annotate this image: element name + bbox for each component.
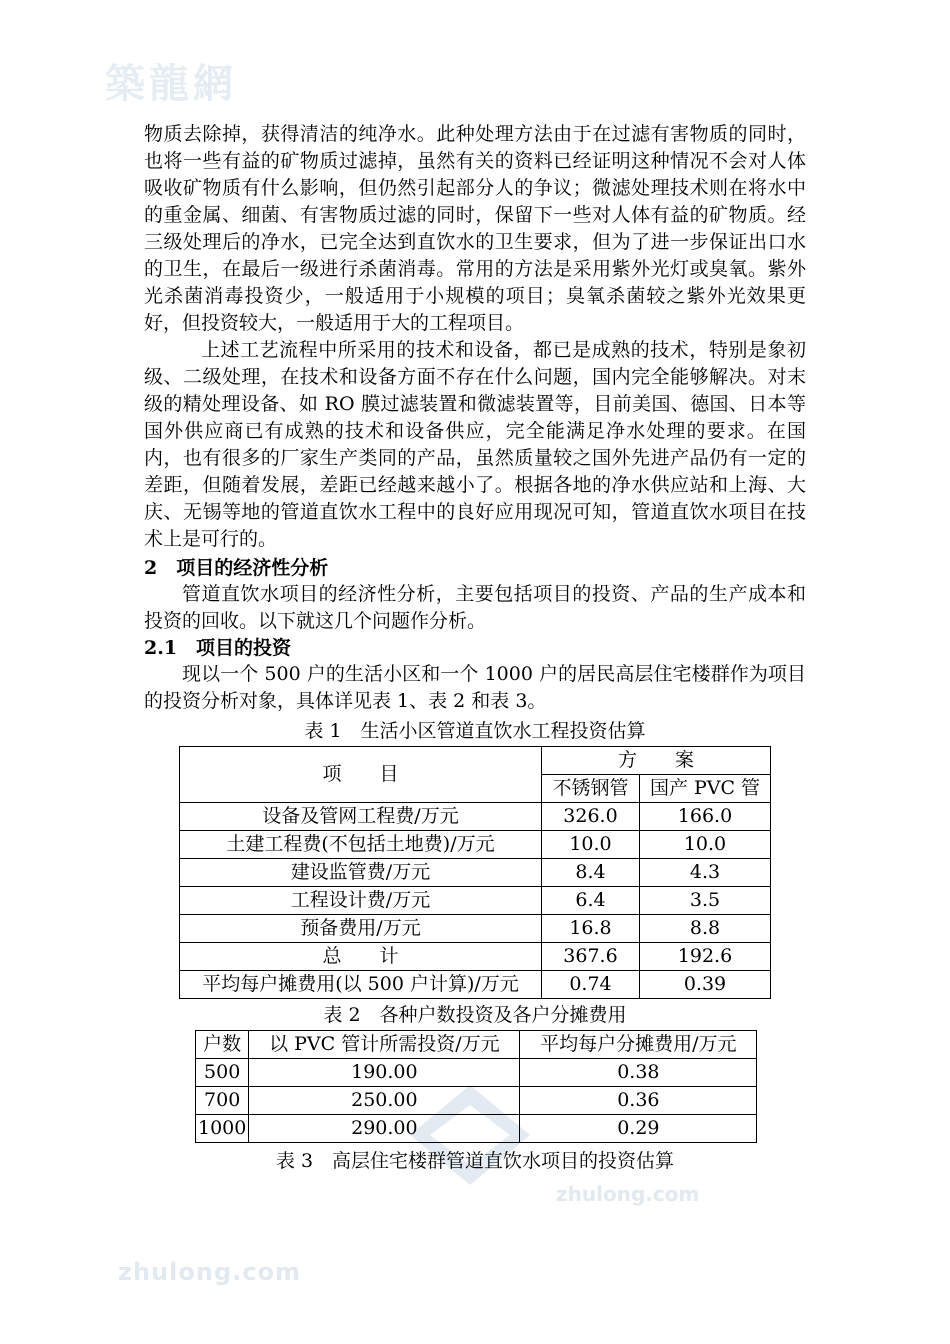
- table-1-header-scheme: 方 案: [542, 747, 771, 775]
- section-2-1-heading: 2.1 项目的投资: [144, 637, 292, 659]
- table-cell: 预备费用/万元: [180, 915, 542, 943]
- table-cell: 土建工程费(不包括土地费)/万元: [180, 831, 542, 859]
- table-cell: 6.4: [542, 887, 640, 915]
- table-cell: 平均每户摊费用(以 500 户计算)/万元: [180, 971, 542, 999]
- table-cell: 0.38: [520, 1059, 757, 1087]
- table-cell: 10.0: [640, 831, 771, 859]
- table-row: [180, 971, 771, 999]
- watermark-middle: zhulong.com: [556, 1182, 700, 1206]
- table-cell: 1000: [196, 1115, 249, 1143]
- table-cell: 0.29: [520, 1115, 757, 1143]
- paragraph-1: 物质去除掉，获得清洁的纯净水。此种处理方法由于在过滤有害物质的同时，也将一些有益的矿物质过滤掉，虽然有关的资料已经证明这种情况不会对人体吸收矿物质有什么影响，但仍然引起部分人的争议；微滤处理技术则在将水中的重金属、细菌、有害物质过滤的同时，保留下一些对人体有益的矿物质。经三级处理后的净水，已完全达到直饮水的卫生要求，但为了进一步保证出口水的卫生，在最后一级进行杀菌消毒。常用的方法是采用紫外光灯或臭氧。紫外光杀菌消毒投资少，一般适用于小规模的项目；臭氧杀菌较之紫外光效果更好，但投资较大，一般适用于大的工程项目。: [144, 123, 806, 334]
- table-2-header: 户数: [196, 1031, 249, 1059]
- table-cell: 700: [196, 1087, 249, 1115]
- section-2-heading: 2 项目的经济性分析: [144, 557, 329, 579]
- table-cell: 190.00: [249, 1059, 520, 1087]
- table-cell: 建设监管费/万元: [180, 859, 542, 887]
- table-cell: 总 计: [180, 943, 542, 971]
- table-cell: 250.00: [249, 1087, 520, 1115]
- section-2-text: 管道直饮水项目的经济性分析，主要包括项目的投资、产品的生产成本和投资的回收。以下就这几个问题作分析。: [144, 583, 806, 632]
- table-cell: 290.00: [249, 1115, 520, 1143]
- table-row: [180, 859, 771, 887]
- table-cell: 8.4: [542, 859, 640, 887]
- table-row: [180, 915, 771, 943]
- table-row: [196, 1115, 757, 1143]
- table-cell: 0.36: [520, 1087, 757, 1115]
- document-body: [144, 121, 806, 1176]
- table-cell: 8.8: [640, 915, 771, 943]
- table-1-caption: 表 1 生活小区管道直饮水工程投资估算: [304, 720, 646, 742]
- table-2-header: 平均每户分摊费用/万元: [520, 1031, 757, 1059]
- table-1-header-item: 项 目: [180, 747, 542, 803]
- table-cell: 367.6: [542, 943, 640, 971]
- table-cell: 工程设计费/万元: [180, 887, 542, 915]
- table-cell: 192.6: [640, 943, 771, 971]
- table-1-header-col: 不锈钢管: [542, 775, 640, 803]
- table-1: [179, 746, 771, 999]
- table-2-header: 以 PVC 管计所需投资/万元: [249, 1031, 520, 1059]
- watermark-bottom: zhulong.com: [118, 1258, 301, 1286]
- table-cell: 166.0: [640, 803, 771, 831]
- table-row: [180, 803, 771, 831]
- table-row: [180, 943, 771, 971]
- table-cell: 0.74: [542, 971, 640, 999]
- table-2-caption: 表 2 各种户数投资及各户分摊费用: [323, 1004, 627, 1026]
- table-1-header-col: 国产 PVC 管: [640, 775, 771, 803]
- table-cell: 0.39: [640, 971, 771, 999]
- table-cell: 16.8: [542, 915, 640, 943]
- watermark-top: 築龍網: [105, 60, 237, 107]
- table-cell: 4.3: [640, 859, 771, 887]
- paragraph-2: 上述工艺流程中所采用的技术和设备，都已是成熟的技术，特别是象初级、二级处理，在技术和设备方面不存在什么问题，国内完全能够解决。对末级的精处理设备、如 RO 膜过滤装置和微滤装置等，目前美国、德国、日本等国外供应商已有成熟的技术和设备供应，完全能满足净水处理的要求。在国内，也有很多的厂家生产类同的产品，虽然质量较之国外先进产品仍有一定的差距，但随着发展，差距已经越来越小了。根据各地的净水供应站和上海、大庆、无锡等地的管道直饮水工程中的良好应用现况可知，管道直饮水项目在技术上是可行的。: [144, 339, 806, 550]
- table-2: [195, 1030, 757, 1143]
- table-cell: 设备及管网工程费/万元: [180, 803, 542, 831]
- table-row: [180, 831, 771, 859]
- table-3-caption: 表 3 高层住宅楼群管道直饮水项目的投资估算: [275, 1150, 675, 1172]
- section-2-1-text: 现以一个 500 户的生活小区和一个 1000 户的居民高层住宅楼群作为项目的投资分析对象，具体详见表 1、表 2 和表 3。: [144, 663, 806, 712]
- table-row: [196, 1087, 757, 1115]
- table-cell: 500: [196, 1059, 249, 1087]
- table-cell: 10.0: [542, 831, 640, 859]
- table-row: [180, 887, 771, 915]
- table-cell: 326.0: [542, 803, 640, 831]
- table-row: [196, 1059, 757, 1087]
- table-cell: 3.5: [640, 887, 771, 915]
